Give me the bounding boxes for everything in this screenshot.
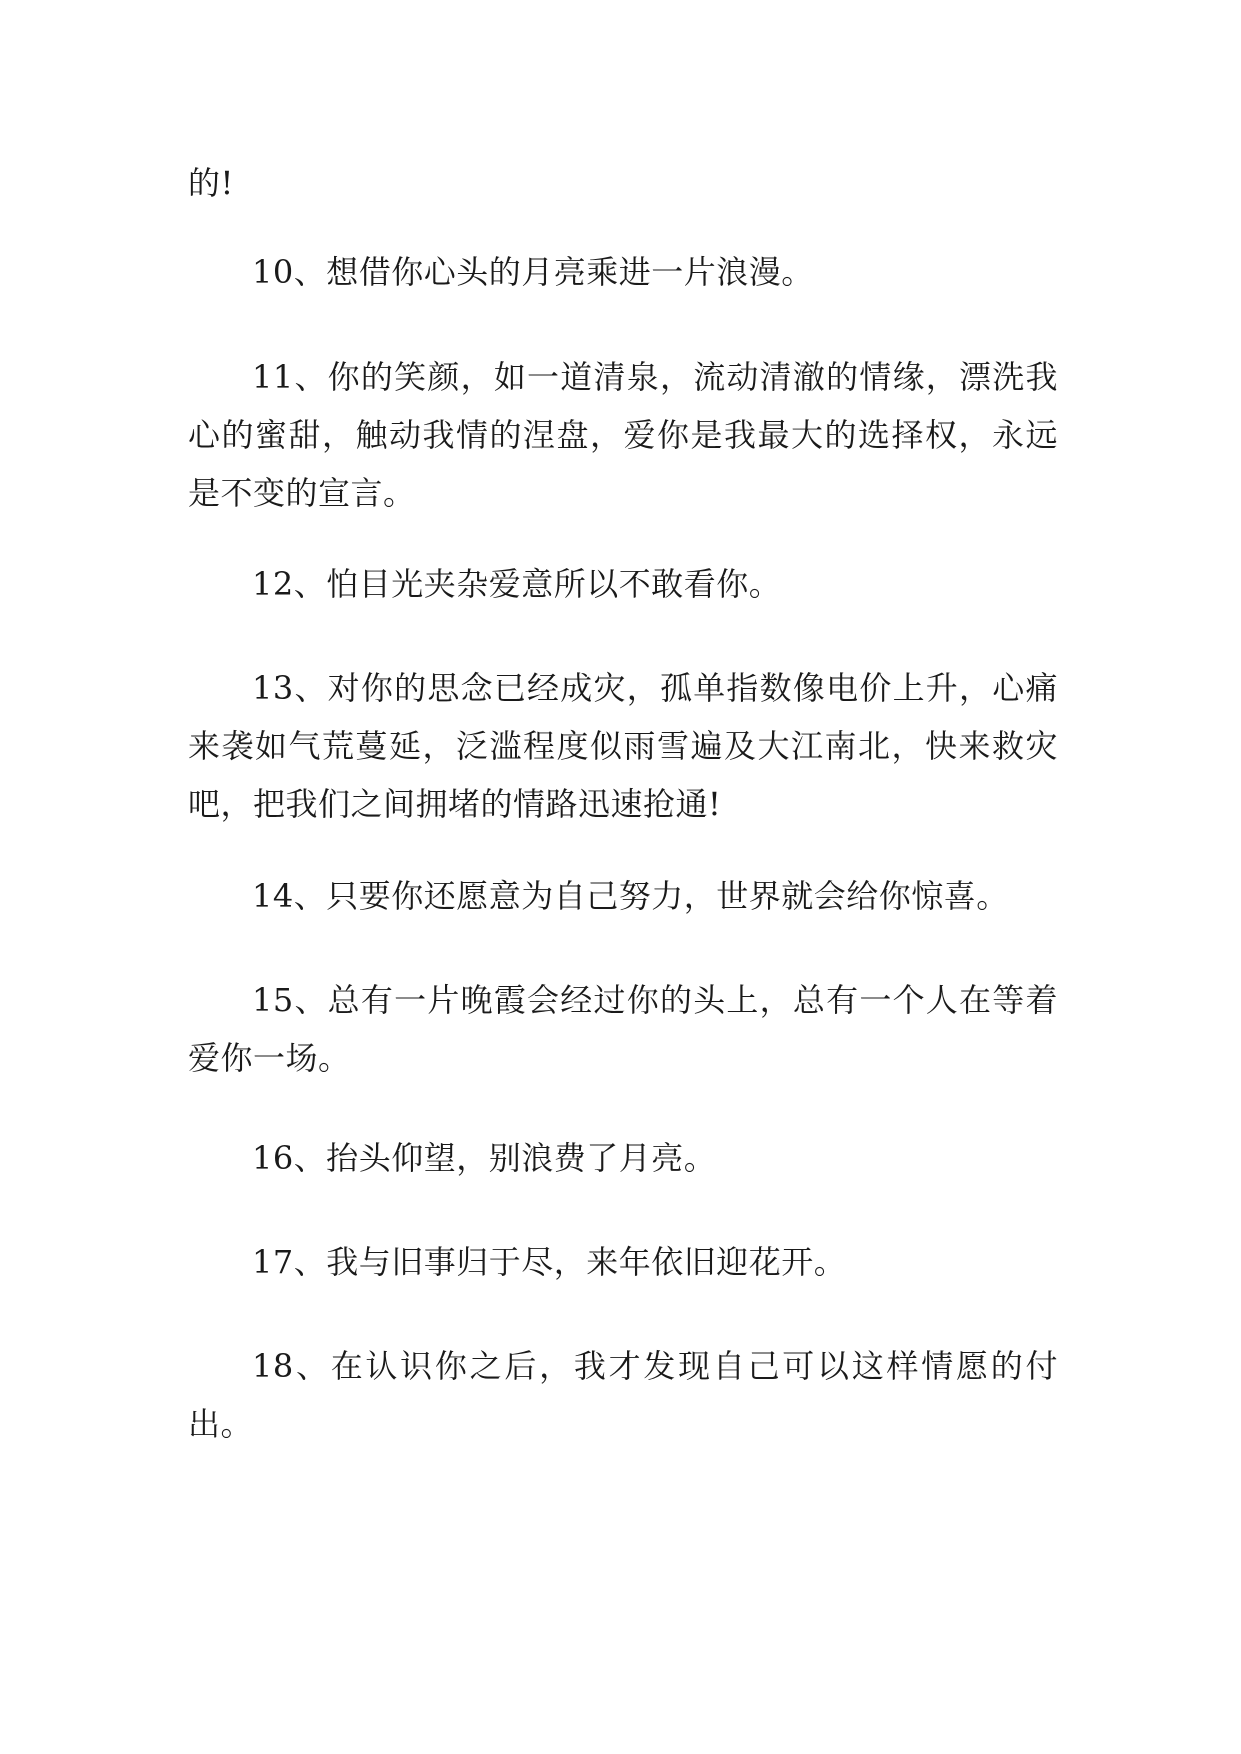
paragraph-17: 17、我与旧事归于尽，来年依旧迎花开。 (252, 1243, 847, 1281)
paragraph-16: 16、抬头仰望，别浪费了月亮。 (252, 1139, 717, 1177)
paragraph-14: 14、只要你还愿意为自己努力，世界就会给你惊喜。 (252, 877, 1009, 915)
paragraph-18: 18、在认识你之后，我才发现自己可以这样情愿的付出。 (188, 1347, 1058, 1443)
paragraph-continuation: 的! (188, 164, 234, 202)
paragraph-15: 15、总有一片晚霞会经过你的头上，总有一个人在等着爱你一场。 (188, 981, 1058, 1077)
paragraph-12: 12、怕目光夹杂爱意所以不敢看你。 (252, 565, 782, 603)
paragraph-11: 11、你的笑颜，如一道清泉，流动清澈的情缘，漂洗我心的蜜甜，触动我情的涅盘，爱你是我最大的选择权，永远是不变的宣言。 (188, 358, 1058, 512)
paragraph-10: 10、想借你心头的月亮乘进一片浪漫。 (252, 253, 814, 291)
paragraph-13: 13、对你的思念已经成灾，孤单指数像电价上升，心痛来袭如气荒蔓延，泛滥程度似雨雪遍及大江南北，快来救灾吧，把我们之间拥堵的情路迅速抢通! (188, 669, 1058, 823)
